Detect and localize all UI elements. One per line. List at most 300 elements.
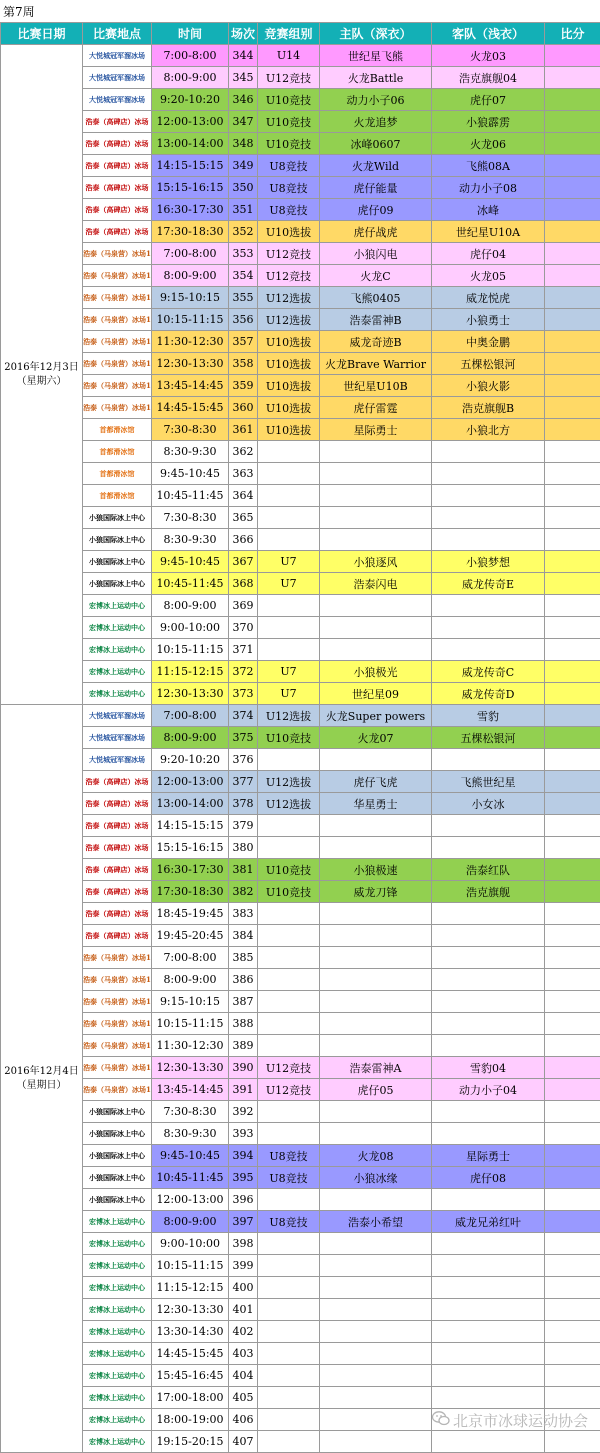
week-label: 第7周 — [3, 2, 35, 22]
match-score-cell — [545, 375, 600, 397]
venue-cell: 宏博冰上运动中心 — [83, 1255, 152, 1277]
venue-cell: 小狼国际冰上中心 — [83, 1167, 152, 1189]
home-team-cell: 浩泰小希望 — [320, 1211, 432, 1233]
home-team-cell — [320, 947, 432, 969]
home-team-cell: 火龙Battle — [320, 67, 432, 89]
match-number-cell: 398 — [229, 1233, 258, 1255]
table-row — [1, 947, 600, 969]
venue-cell: 浩泰（高碑店）冰场 — [83, 815, 152, 837]
match-number-cell: 401 — [229, 1299, 258, 1321]
match-number-cell: 363 — [229, 463, 258, 485]
match-time-cell: 11:15-12:15 — [152, 661, 229, 683]
match-number-cell: 380 — [229, 837, 258, 859]
match-time-cell: 16:30-17:30 — [152, 199, 229, 221]
table-row — [1, 859, 600, 881]
table-row — [1, 551, 600, 573]
match-group-cell — [258, 1387, 320, 1409]
table-row — [1, 221, 600, 243]
home-team-cell — [320, 1409, 432, 1431]
match-score-cell — [545, 837, 600, 859]
venue-cell: 浩泰（马泉营）冰场1 — [83, 969, 152, 991]
home-team-cell — [320, 925, 432, 947]
match-time-cell: 7:00-8:00 — [152, 947, 229, 969]
match-number-cell: 403 — [229, 1343, 258, 1365]
match-score-cell — [545, 815, 600, 837]
home-team-cell — [320, 639, 432, 661]
match-score-cell — [545, 1277, 600, 1299]
match-score-cell — [545, 441, 600, 463]
date-cell — [1, 705, 83, 1453]
match-number-cell: 377 — [229, 771, 258, 793]
match-time-cell: 19:45-20:45 — [152, 925, 229, 947]
venue-cell: 浩泰（马泉营）冰场1 — [83, 1079, 152, 1101]
match-time-cell: 10:45-11:45 — [152, 1167, 229, 1189]
match-group-cell — [258, 485, 320, 507]
match-time-cell: 12:00-13:00 — [152, 1189, 229, 1211]
away-team-cell: 威龙传奇C — [432, 661, 545, 683]
venue-cell: 宏博冰上运动中心 — [83, 1365, 152, 1387]
venue-cell: 宏博冰上运动中心 — [83, 617, 152, 639]
table-row — [1, 1013, 600, 1035]
table-row — [1, 507, 600, 529]
table-row — [1, 485, 600, 507]
away-team-cell — [432, 991, 545, 1013]
match-time-cell: 9:45-10:45 — [152, 1145, 229, 1167]
match-time-cell: 12:00-13:00 — [152, 771, 229, 793]
table-header — [1, 23, 600, 45]
table-row — [1, 177, 600, 199]
away-team-cell: 浩克旗舰 — [432, 881, 545, 903]
match-number-cell: 348 — [229, 133, 258, 155]
table-row — [1, 45, 600, 67]
table-row — [1, 1299, 600, 1321]
match-number-cell: 373 — [229, 683, 258, 705]
away-team-cell: 动力小子08 — [432, 177, 545, 199]
venue-cell: 宏博冰上运动中心 — [83, 1387, 152, 1409]
match-score-cell — [545, 1321, 600, 1343]
match-group-cell — [258, 1013, 320, 1035]
venue-cell: 浩泰（高碑店）冰场 — [83, 837, 152, 859]
match-number-cell: 381 — [229, 859, 258, 881]
match-score-cell — [545, 1211, 600, 1233]
away-team-cell — [432, 1299, 545, 1321]
header-group: 竞赛组别 — [258, 23, 320, 45]
match-number-cell: 402 — [229, 1321, 258, 1343]
venue-cell: 大悦城冠军溜冰场 — [83, 705, 152, 727]
match-number-cell: 364 — [229, 485, 258, 507]
table-row — [1, 1145, 600, 1167]
table-row — [1, 441, 600, 463]
match-group-cell: U12选拔 — [258, 793, 320, 815]
venue-cell: 小狼国际冰上中心 — [83, 1145, 152, 1167]
match-number-cell: 396 — [229, 1189, 258, 1211]
match-time-cell: 8:00-9:00 — [152, 727, 229, 749]
venue-cell: 大悦城冠军溜冰场 — [83, 67, 152, 89]
match-time-cell: 13:00-14:00 — [152, 133, 229, 155]
away-team-cell — [432, 639, 545, 661]
table-row — [1, 1057, 600, 1079]
away-team-cell — [432, 903, 545, 925]
match-score-cell — [545, 749, 600, 771]
date-cell — [1, 45, 83, 705]
match-number-cell: 388 — [229, 1013, 258, 1035]
match-score-cell — [545, 1233, 600, 1255]
venue-cell: 浩泰（马泉营）冰场1 — [83, 397, 152, 419]
match-score-cell — [545, 463, 600, 485]
table-row — [1, 991, 600, 1013]
match-group-cell: U12竞技 — [258, 1079, 320, 1101]
table-row — [1, 1343, 600, 1365]
match-time-cell: 7:00-8:00 — [152, 243, 229, 265]
away-team-cell — [432, 1013, 545, 1035]
match-score-cell — [545, 639, 600, 661]
match-group-cell: U12竞技 — [258, 67, 320, 89]
match-number-cell: 366 — [229, 529, 258, 551]
match-number-cell: 365 — [229, 507, 258, 529]
away-team-cell: 浩克旗舰04 — [432, 67, 545, 89]
away-team-cell: 小狼梦想 — [432, 551, 545, 573]
table-row — [1, 881, 600, 903]
match-number-cell: 367 — [229, 551, 258, 573]
match-group-cell: U10竞技 — [258, 859, 320, 881]
away-team-cell — [432, 1343, 545, 1365]
match-score-cell — [545, 551, 600, 573]
match-time-cell: 9:20-10:20 — [152, 749, 229, 771]
match-group-cell: U10竞技 — [258, 727, 320, 749]
match-score-cell — [545, 155, 600, 177]
match-number-cell: 372 — [229, 661, 258, 683]
match-score-cell — [545, 727, 600, 749]
match-group-cell: U7 — [258, 661, 320, 683]
match-number-cell: 385 — [229, 947, 258, 969]
table-row — [1, 463, 600, 485]
header-venue: 比赛地点 — [83, 23, 152, 45]
match-number-cell: 356 — [229, 309, 258, 331]
table-row — [1, 287, 600, 309]
home-team-cell — [320, 617, 432, 639]
match-time-cell: 9:45-10:45 — [152, 551, 229, 573]
header-date: 比赛日期 — [1, 23, 83, 45]
match-score-cell — [545, 947, 600, 969]
table-body — [1, 45, 600, 1453]
match-time-cell: 9:20-10:20 — [152, 89, 229, 111]
home-team-cell — [320, 441, 432, 463]
away-team-cell: 威龙兄弟红叶 — [432, 1211, 545, 1233]
match-score-cell — [545, 903, 600, 925]
table-row — [1, 837, 600, 859]
table-row — [1, 595, 600, 617]
table-row — [1, 419, 600, 441]
match-number-cell: 390 — [229, 1057, 258, 1079]
home-team-cell: 星际勇士 — [320, 419, 432, 441]
match-time-cell: 9:45-10:45 — [152, 463, 229, 485]
match-score-cell — [545, 507, 600, 529]
match-score-cell — [545, 331, 600, 353]
venue-cell: 浩泰（马泉营）冰场1 — [83, 991, 152, 1013]
match-group-cell — [258, 595, 320, 617]
match-score-cell — [545, 925, 600, 947]
home-team-cell — [320, 529, 432, 551]
table-row — [1, 705, 600, 727]
match-time-cell: 13:45-14:45 — [152, 375, 229, 397]
match-group-cell — [258, 1343, 320, 1365]
home-team-cell: 小狼极光 — [320, 661, 432, 683]
match-group-cell: U12选拔 — [258, 287, 320, 309]
match-number-cell: 394 — [229, 1145, 258, 1167]
table-row — [1, 1167, 600, 1189]
match-group-cell — [258, 1233, 320, 1255]
away-team-cell: 浩泰红队 — [432, 859, 545, 881]
match-group-cell — [258, 925, 320, 947]
match-group-cell — [258, 1123, 320, 1145]
away-team-cell — [432, 925, 545, 947]
home-team-cell — [320, 1233, 432, 1255]
table-row — [1, 1211, 600, 1233]
away-team-cell — [432, 947, 545, 969]
match-time-cell: 12:30-13:30 — [152, 353, 229, 375]
match-score-cell — [545, 1365, 600, 1387]
venue-cell: 浩泰（高碑店）冰场 — [83, 793, 152, 815]
table-row — [1, 1079, 600, 1101]
date-text: 2016年12月3日 — [1, 361, 82, 375]
venue-cell: 大悦城冠军溜冰场 — [83, 45, 152, 67]
away-team-cell: 虎仔04 — [432, 243, 545, 265]
home-team-cell: 小狼冰缘 — [320, 1167, 432, 1189]
table-row — [1, 1431, 600, 1453]
table-row — [1, 1321, 600, 1343]
match-group-cell — [258, 1321, 320, 1343]
match-score-cell — [545, 1167, 600, 1189]
away-team-cell: 火龙05 — [432, 265, 545, 287]
venue-cell: 浩泰（马泉营）冰场1 — [83, 331, 152, 353]
venue-cell: 浩泰（马泉营）冰场1 — [83, 265, 152, 287]
match-score-cell — [545, 1431, 600, 1453]
away-team-cell — [432, 1189, 545, 1211]
match-time-cell: 17:00-18:00 — [152, 1387, 229, 1409]
venue-cell: 小狼国际冰上中心 — [83, 1123, 152, 1145]
match-time-cell: 10:15-11:15 — [152, 1013, 229, 1035]
match-score-cell — [545, 595, 600, 617]
home-team-cell — [320, 1431, 432, 1453]
match-score-cell — [545, 177, 600, 199]
weekday-text: （星期六） — [1, 375, 82, 389]
table-row — [1, 89, 600, 111]
home-team-cell: 虎仔飞虎 — [320, 771, 432, 793]
home-team-cell: 小狼极速 — [320, 859, 432, 881]
match-number-cell: 352 — [229, 221, 258, 243]
match-score-cell — [545, 287, 600, 309]
match-time-cell: 16:30-17:30 — [152, 859, 229, 881]
venue-cell: 首都滑冰馆 — [83, 419, 152, 441]
home-team-cell: 火龙追梦 — [320, 111, 432, 133]
venue-cell: 宏博冰上运动中心 — [83, 661, 152, 683]
venue-cell: 浩泰（马泉营）冰场1 — [83, 287, 152, 309]
away-team-cell — [432, 485, 545, 507]
match-score-cell — [545, 397, 600, 419]
match-group-cell: U7 — [258, 683, 320, 705]
away-team-cell: 雪豹04 — [432, 1057, 545, 1079]
venue-cell: 浩泰（马泉营）冰场1 — [83, 1057, 152, 1079]
match-number-cell: 399 — [229, 1255, 258, 1277]
table-row — [1, 749, 600, 771]
home-team-cell — [320, 595, 432, 617]
match-group-cell: U10选拔 — [258, 353, 320, 375]
match-score-cell — [545, 221, 600, 243]
table-row — [1, 331, 600, 353]
table-row — [1, 661, 600, 683]
table-row — [1, 1365, 600, 1387]
match-group-cell — [258, 1299, 320, 1321]
match-time-cell: 8:30-9:30 — [152, 1123, 229, 1145]
away-team-cell: 虎仔08 — [432, 1167, 545, 1189]
match-score-cell — [545, 683, 600, 705]
match-time-cell: 10:45-11:45 — [152, 573, 229, 595]
away-team-cell — [432, 529, 545, 551]
match-group-cell: U10选拔 — [258, 331, 320, 353]
venue-cell: 小狼国际冰上中心 — [83, 1189, 152, 1211]
table-row — [1, 1123, 600, 1145]
away-team-cell — [432, 1365, 545, 1387]
home-team-cell: 浩泰雷神A — [320, 1057, 432, 1079]
match-score-cell — [545, 771, 600, 793]
table-row — [1, 1387, 600, 1409]
table-row — [1, 1101, 600, 1123]
table-row — [1, 727, 600, 749]
venue-cell: 宏博冰上运动中心 — [83, 595, 152, 617]
match-group-cell: U8竞技 — [258, 177, 320, 199]
match-score-cell — [545, 243, 600, 265]
match-group-cell — [258, 815, 320, 837]
venue-cell: 首都滑冰馆 — [83, 441, 152, 463]
match-number-cell: 376 — [229, 749, 258, 771]
table-row — [1, 1233, 600, 1255]
away-team-cell: 中奥金鹏 — [432, 331, 545, 353]
away-team-cell: 星际勇士 — [432, 1145, 545, 1167]
match-time-cell: 14:15-15:15 — [152, 815, 229, 837]
watermark-text: 北京市冰球运动协会 — [453, 1412, 588, 1430]
table-row — [1, 375, 600, 397]
match-time-cell: 9:15-10:15 — [152, 287, 229, 309]
home-team-cell — [320, 485, 432, 507]
match-number-cell: 391 — [229, 1079, 258, 1101]
match-time-cell: 11:15-12:15 — [152, 1277, 229, 1299]
table-row — [1, 573, 600, 595]
match-number-cell: 384 — [229, 925, 258, 947]
away-team-cell — [432, 595, 545, 617]
match-time-cell: 10:15-11:15 — [152, 1255, 229, 1277]
away-team-cell: 冰峰 — [432, 199, 545, 221]
match-time-cell: 7:30-8:30 — [152, 507, 229, 529]
away-team-cell — [432, 617, 545, 639]
venue-cell: 浩泰（马泉营）冰场1 — [83, 947, 152, 969]
away-team-cell: 火龙03 — [432, 45, 545, 67]
venue-cell: 宏博冰上运动中心 — [83, 683, 152, 705]
match-time-cell: 12:30-13:30 — [152, 1299, 229, 1321]
match-group-cell — [258, 441, 320, 463]
match-time-cell: 13:45-14:45 — [152, 1079, 229, 1101]
venue-cell: 小狼国际冰上中心 — [83, 551, 152, 573]
match-number-cell: 347 — [229, 111, 258, 133]
header-time: 时间 — [152, 23, 229, 45]
table-row — [1, 353, 600, 375]
away-team-cell: 威龙传奇D — [432, 683, 545, 705]
match-time-cell: 17:30-18:30 — [152, 221, 229, 243]
weekday-text: （星期日） — [1, 1079, 82, 1093]
venue-cell: 浩泰（马泉营）冰场1 — [83, 309, 152, 331]
match-score-cell — [545, 1123, 600, 1145]
match-group-cell — [258, 1189, 320, 1211]
match-group-cell: U7 — [258, 573, 320, 595]
home-team-cell: 小狼闪电 — [320, 243, 432, 265]
table-row — [1, 639, 600, 661]
table-row — [1, 199, 600, 221]
match-number-cell: 392 — [229, 1101, 258, 1123]
match-score-cell — [545, 617, 600, 639]
home-team-cell: 小狼逐风 — [320, 551, 432, 573]
match-time-cell: 9:15-10:15 — [152, 991, 229, 1013]
match-time-cell: 18:00-19:00 — [152, 1409, 229, 1431]
match-group-cell: U14 — [258, 45, 320, 67]
match-number-cell: 375 — [229, 727, 258, 749]
venue-cell: 浩泰（高碑店）冰场 — [83, 199, 152, 221]
match-score-cell — [545, 45, 600, 67]
match-time-cell: 13:00-14:00 — [152, 793, 229, 815]
match-group-cell: U8竞技 — [258, 155, 320, 177]
home-team-cell — [320, 1035, 432, 1057]
match-time-cell: 11:30-12:30 — [152, 1035, 229, 1057]
away-team-cell — [432, 837, 545, 859]
match-group-cell — [258, 1101, 320, 1123]
home-team-cell: 火龙Wild — [320, 155, 432, 177]
match-group-cell: U10选拔 — [258, 375, 320, 397]
venue-cell: 浩泰（马泉营）冰场1 — [83, 1013, 152, 1035]
match-score-cell — [545, 353, 600, 375]
venue-cell: 浩泰（高碑店）冰场 — [83, 859, 152, 881]
venue-cell: 大悦城冠军溜冰场 — [83, 727, 152, 749]
away-team-cell: 虎仔07 — [432, 89, 545, 111]
match-group-cell — [258, 837, 320, 859]
venue-cell: 小狼国际冰上中心 — [83, 1101, 152, 1123]
match-score-cell — [545, 1189, 600, 1211]
home-team-cell: 冰峰0607 — [320, 133, 432, 155]
match-time-cell: 7:00-8:00 — [152, 45, 229, 67]
away-team-cell: 飞熊08A — [432, 155, 545, 177]
match-time-cell: 15:45-16:45 — [152, 1365, 229, 1387]
match-time-cell: 13:30-14:30 — [152, 1321, 229, 1343]
header-match-no: 场次 — [229, 23, 258, 45]
match-number-cell: 407 — [229, 1431, 258, 1453]
home-team-cell — [320, 1255, 432, 1277]
match-score-cell — [545, 67, 600, 89]
match-time-cell: 10:15-11:15 — [152, 639, 229, 661]
venue-cell: 宏博冰上运动中心 — [83, 1343, 152, 1365]
match-time-cell: 7:30-8:30 — [152, 419, 229, 441]
venue-cell: 浩泰（高碑店）冰场 — [83, 177, 152, 199]
away-team-cell — [432, 749, 545, 771]
table-row — [1, 1255, 600, 1277]
match-time-cell: 11:30-12:30 — [152, 331, 229, 353]
table-row — [1, 309, 600, 331]
home-team-cell: 火龙07 — [320, 727, 432, 749]
match-group-cell: U12竞技 — [258, 243, 320, 265]
match-time-cell: 8:00-9:00 — [152, 595, 229, 617]
away-team-cell: 小狼勇士 — [432, 309, 545, 331]
table-row — [1, 617, 600, 639]
venue-cell: 浩泰（马泉营）冰场1 — [83, 353, 152, 375]
match-score-cell — [545, 1145, 600, 1167]
match-number-cell: 406 — [229, 1409, 258, 1431]
home-team-cell — [320, 1299, 432, 1321]
